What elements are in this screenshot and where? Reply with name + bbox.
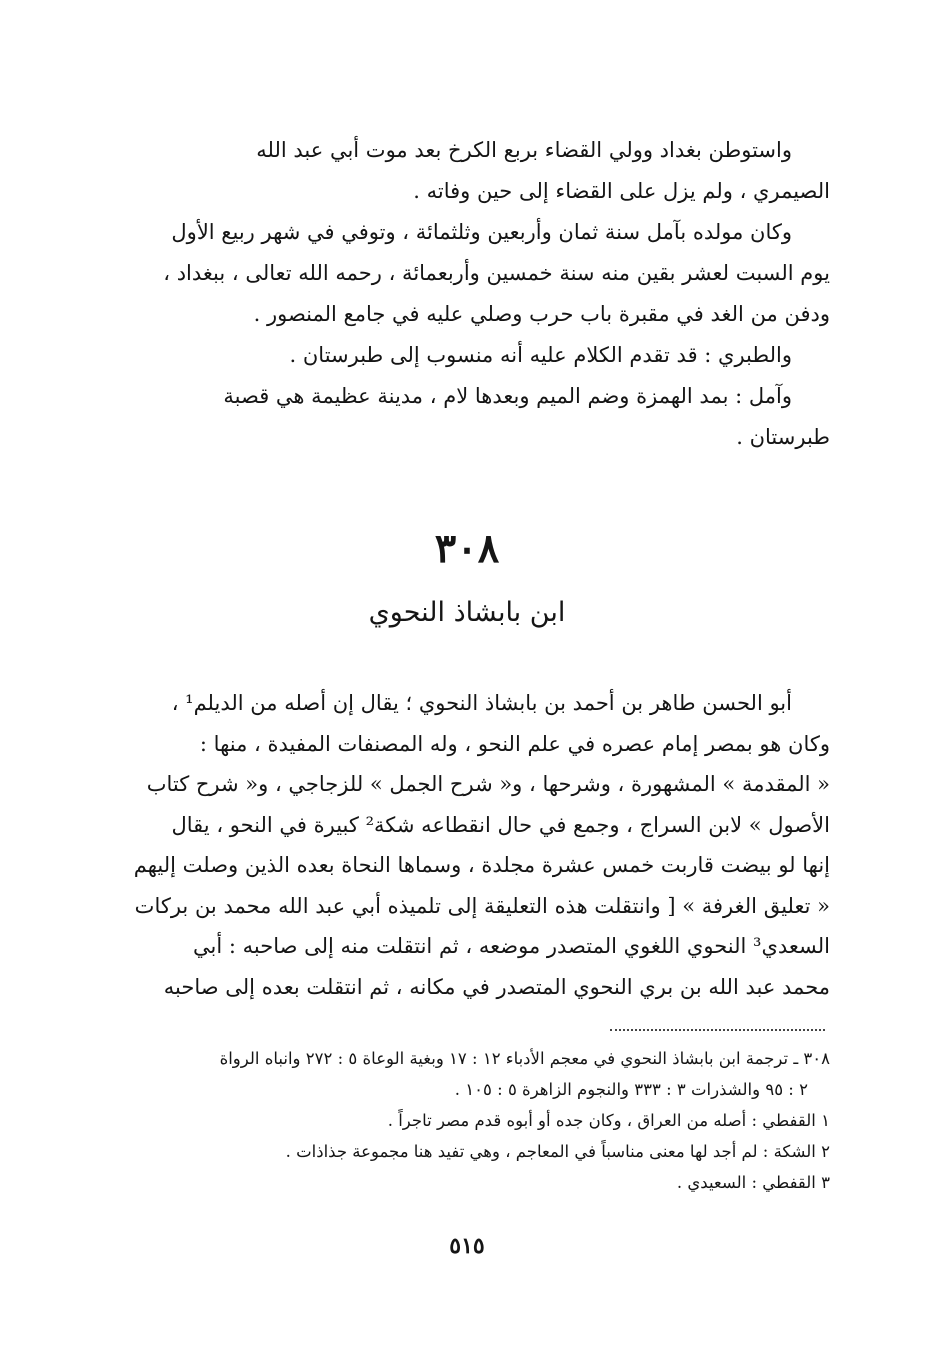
text-line: وكان مولده بآمل سنة ثمان وأربعين وثلثمائة ، وتوفي في شهر ربيع الأول bbox=[171, 220, 792, 244]
text-line: طبرستان . bbox=[736, 425, 830, 449]
previous-entry-text bbox=[130, 130, 830, 458]
text-line: وكان هو بمصر إمام عصره في علم النحو ، وله المصنفات المفيدة ، منها : bbox=[199, 731, 830, 756]
text-line: محمد عبد الله بن بري النحوي المتصدر في مكانه ، ثم انتقلت بعده إلى صاحبه bbox=[163, 974, 830, 999]
entry-number: ٣٠٨ bbox=[434, 525, 500, 572]
footnote-line: ٢ الشكة : لم أجد لها معنى مناسباً في المعاجم ، وهي تفيد هنا مجموعة جذاذات . bbox=[285, 1142, 830, 1161]
footnote-line: ٢ : ٩٥ والشذرات ٣ : ٣٣٣ والنجوم الزاهرة ٥ : ١٠٥ . bbox=[454, 1080, 808, 1099]
text-line: ودفن من الغد في مقبرة باب حرب وصلي عليه في جامع المنصور . bbox=[253, 302, 830, 326]
text-line: والطبري : قد تقدم الكلام عليه أنه منسوب إلى طبرستان . bbox=[289, 343, 792, 367]
text-line: وآمل : بمد الهمزة وضم الميم وبعدها لام ، مدينة عظيمة هي قصبة bbox=[223, 384, 792, 408]
text-line: واستوطن بغداد وولي القضاء بربع الكرخ بعد موت أبي عبد الله bbox=[256, 138, 792, 162]
text-line: « المقدمة » المشهورة ، وشرحها ، و« شرح الجمل » للزجاجي ، و« شرح كتاب bbox=[146, 772, 830, 796]
text-line: « تعليق الغرفة » [ وانتقلت هذه التعليقة إلى تلميذه أبي عبد الله محمد بن بركات bbox=[134, 893, 830, 918]
text-line: يوم السبت لعشر بقين منه سنة خمسين وأربعمائة ، رحمه الله تعالى ، ببغداد ، bbox=[163, 261, 830, 285]
footnote-line: ١ القفطي : أصله من العراق ، وكان جده أو أبوه قدم مصر تاجراً . bbox=[387, 1111, 830, 1130]
text-line: الصيمري ، ولم يزل على القضاء إلى حين وفاته . bbox=[413, 179, 830, 203]
text-line: أبو الحسن طاهر بن أحمد بن بابشاذ النحوي ؛ يقال إن أصله من الديلم¹ ، bbox=[171, 691, 792, 715]
footnote-divider bbox=[610, 1029, 825, 1031]
text-line: إنها لو بيضت قاربت خمس عشرة مجلدة ، وسماها النحاة بعده الذين وصلت إليهم bbox=[133, 853, 830, 877]
text-line: السعدي³ النحوي اللغوي المتصدر موضعه ، ثم انتقلت منه إلى صاحبه : أبي bbox=[193, 934, 830, 958]
footnotes bbox=[130, 1043, 830, 1198]
text-line: الأصول » لابن السراج ، وجمع في حال انقطاعه شكة² كبيرة في النحو ، يقال bbox=[171, 812, 830, 837]
entry-body bbox=[130, 683, 830, 1007]
footnote-line: ٣٠٨ ـ ترجمة ابن بابشاذ النحوي في معجم الأدباء ١٢ : ١٧ وبغية الوعاة ٥ : ٢٧٢ وانباه الرواة bbox=[219, 1049, 830, 1068]
entry-title: ابن بابشاذ النحوي bbox=[368, 597, 566, 628]
page-number: ٥١٥ bbox=[449, 1233, 485, 1259]
footnote-line: ٣ القفطي : السعيدي . bbox=[676, 1173, 830, 1192]
